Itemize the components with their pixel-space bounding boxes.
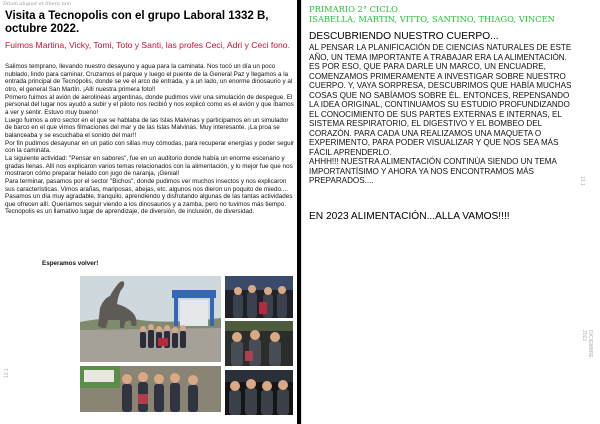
photo-auditorium <box>225 370 293 415</box>
class-student-names: ISABELLA, MARTIN, VITTO, SANTINO, THIAGO, VINCEN <box>309 14 555 24</box>
simulator-photo-illustration <box>225 276 293 318</box>
article-body-right: AL PENSAR LA PLANIFICACIÓN DE CIENCIAS NATURALES DE ESTE AÑO, UN TEMA IMPORTANTE A TRABAJAR ERA LA ALIMENTACIÓN. ES POR ESO, QUE PARA DARLE UN MARCO, UN ENCUADRE, COMENZAMOS PRIMERAMENTE A INVESTIGAR SOBRE NUESTRO CUERPO. Y, VAYA SORPRESA, DESCUBRIMOS QUE HABÍA MUCHAS COSAS QUE NO SABÍAMOS SOBRE ÉL. ENTONCES, REPENSANDO LA IDEA ORIGINAL, CONTINUAMOS SU ESTUDIO PROFUNDIZANDO EL CONOCIMIENTO DE SUS PARTES EXTERNAS E INTERNAS, EL SISTEMA RESPIRATORIO, EL DIGESTIVO Y EL BOMBEO DEL CORAZÓN. PARA CADA UNA REALIZAMOS UNA MAQUETA O EXPERIMENTO, PARA PODER VISUALIZAR Y QUE NOS SEA MÁS FÁCIL APRENDERLO. AHHH!!! NUESTRA ALIMENTACIÓN CONTINÚA SIENDO UN TEMA IMPORTANTÍSIMO Y AHORA YA NOS ENCONTRAMOS MÁS PREPARADOS.... <box>309 43 572 185</box>
breakfast-photo-illustration <box>225 321 293 366</box>
margin-note: 13 1 <box>579 176 585 186</box>
article-body: Salimos temprano, llevando nuestro desayuno y agua para la caminata. Nos tocó un día un poco nublado, lindo para caminar. Cruzamos el parque y luego el puente de la General Paz y llegamos a la entrada principal de Tecnópolis, donde se ve el arco de entrada, y a un lado, un enorme dinosaurio y al otro, el general San Martín. ¡Allí nuestra primera foto!! Primero fuimos al avión de aerolíneas argentinas, donde pudimos vivir una simulación de despegue. El personal del lugar nos ayudó a subir y el piloto nos recibió y nos explicó como es el avión y que íbamos a ver y sentir. Estuvo muy bueno! Luego fuimos a otro sector en el que se hablaba de las Islas Malvinas y participamos en un simulador de barco en el que vimos filmaciones del mar y de las Islas Malvinas. Muy interesante. ¡La proa se balanceaba y se escuchaba el sonido del mar!! Por fin pudimos desayunar en un patio con sillas muy cómodas, para recuperar energías y poder seguir con la caminata. La siguiente actividad: "Pensar en sabores", fue en un auditorio donde había un enorme escenario y gradas llenas. Allí nos explicaron varios temas relacionados con la alimentación, y lo mejor fue que nos mostraron cómo preparar helado con jugo de naranja, ¡Genial! Para terminar, pasamos por el sector "Bichos", donde pudimos ver muchos insectos y nos explicaron sus características. Vimos arañas, mariposas, abejas, etc. algunos nos dieron un poquito de miedo.... Pasamos un día muy agradable, tranquilo, aprendiendo y disfrutando algunas de las tantas actividades que ofrecen allí. Queríamos seguir viendo a los dinosaurios y a zamba, pero no tuvimos más tiempo. Tecnopolis es un llamativo lugar de aprendizaje, de diversión, de inclusión, de diversidad. <box>5 63 295 216</box>
photo-breakfast <box>225 321 293 366</box>
right-page <box>303 0 600 424</box>
auditorium-photo-illustration <box>225 370 293 415</box>
right-folio: DICIEMBRE 2022 <box>581 330 593 358</box>
article-closing: EN 2023 ALIMENTACIÓN...ALLA VAMOS!!!! <box>309 211 510 222</box>
left-folio: 13.1 <box>4 368 10 378</box>
article-title: Visita a Tecnopolis con el grupo Laboral 1332 B, octubre 2022. <box>5 10 269 35</box>
article-heading: DESCUBRIENDO NUESTRO CUERPO... <box>309 31 499 42</box>
photo-simulator-interior <box>225 276 293 318</box>
photo-dinosaur-entrance <box>80 276 221 362</box>
article-signoff: Esperamos volver! <box>42 260 99 267</box>
article-authors: Fuimos Martina, Vicky, Tomi, Toto y Santi, las profes Ceci, Adri y Ceci fono. <box>5 40 290 50</box>
dinosaur-photo-illustration <box>80 276 221 362</box>
group-photo-illustration <box>80 366 221 412</box>
photo-group-activity <box>80 366 221 412</box>
running-head: Dilam aliquot et libera non <box>3 1 72 7</box>
class-label: PRIMARIO 2° CICLO <box>309 4 398 14</box>
